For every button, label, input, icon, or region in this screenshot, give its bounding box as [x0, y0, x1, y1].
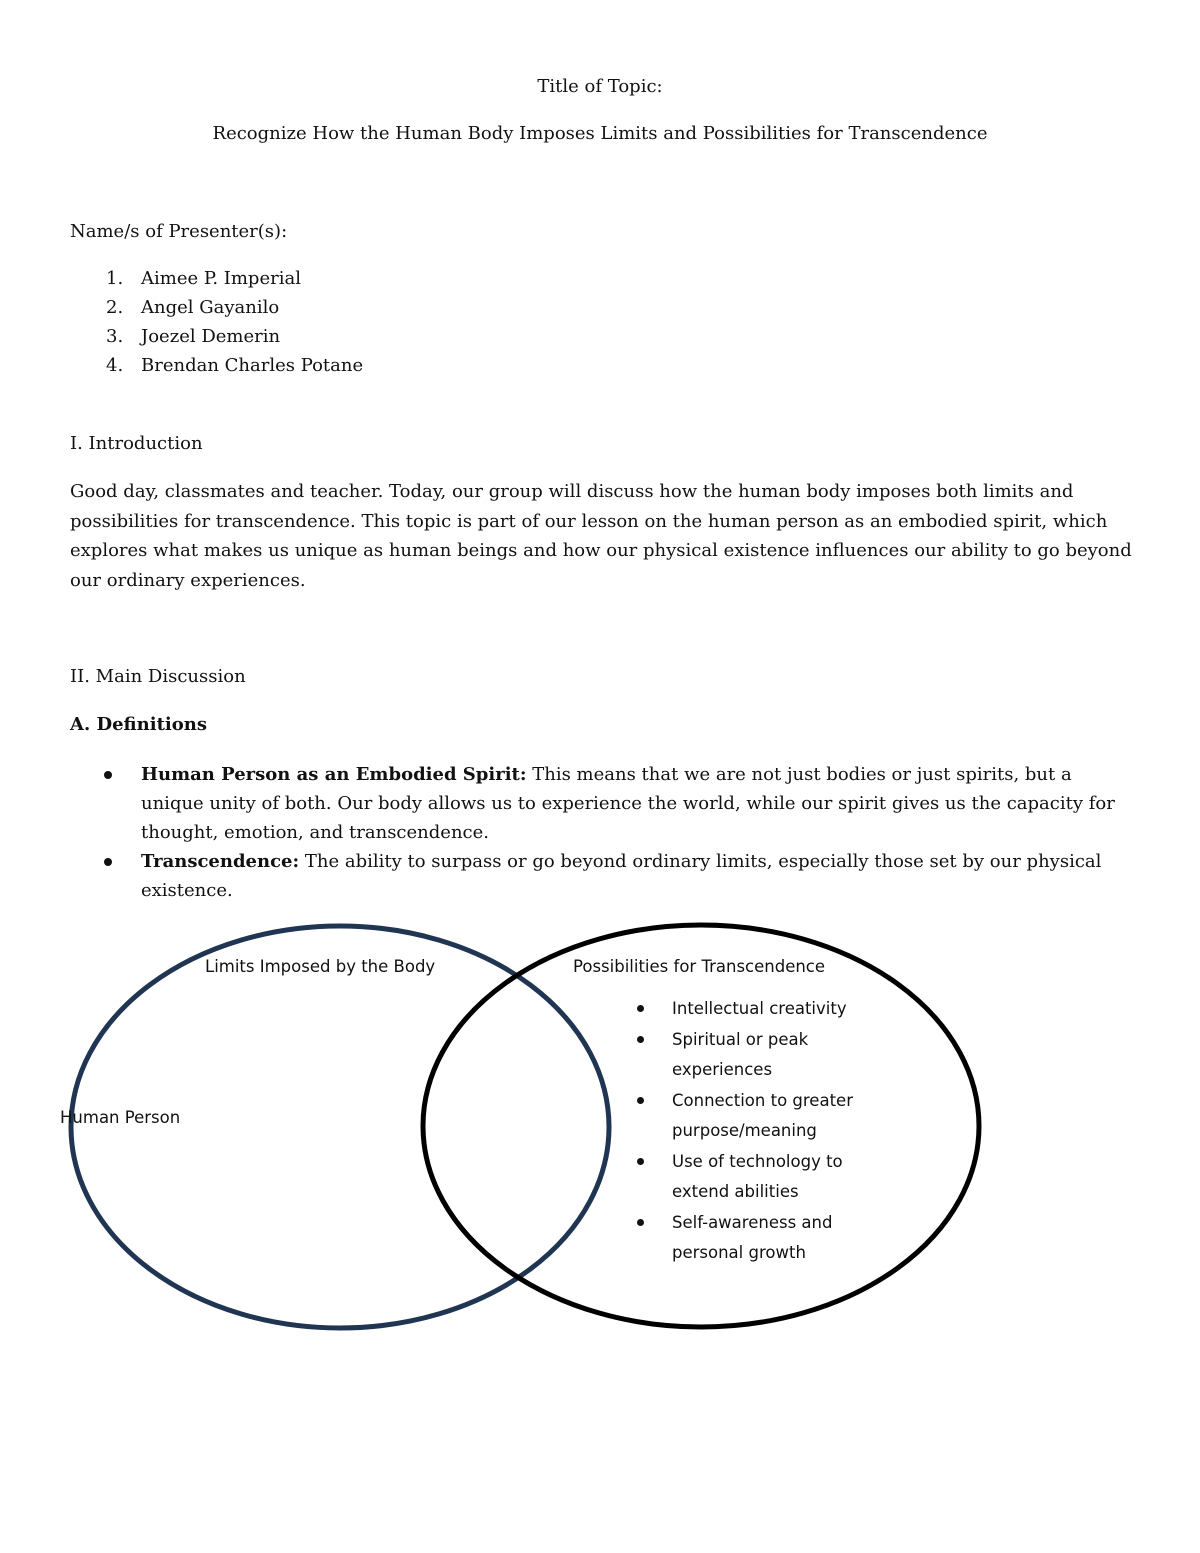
bullet-icon [637, 1005, 644, 1012]
possibilities-list [636, 994, 876, 1269]
title-label: Title of Topic: [537, 76, 663, 97]
possibility-text: Self-awareness and personal growth [672, 1212, 833, 1262]
bullet-icon [637, 1097, 644, 1104]
definition-item [70, 760, 1140, 847]
list-item [636, 994, 876, 1025]
list-item [636, 1208, 876, 1269]
list-number: 3. [106, 326, 124, 347]
list-item [636, 1086, 876, 1147]
definition-item [70, 847, 1140, 905]
venn-right-label: Possibilities for Transcendence [573, 957, 826, 976]
list-item [70, 351, 363, 380]
bullet-icon [637, 1219, 644, 1226]
possibility-text: Connection to greater purpose/meaning [672, 1090, 853, 1140]
presenter-name: Angel Gayanilo [141, 297, 280, 318]
definition-term: Transcendence: [141, 851, 300, 872]
bullet-icon [637, 1036, 644, 1043]
bullet-icon [104, 858, 112, 866]
introduction-heading: I. Introduction [70, 433, 203, 454]
possibility-text: Spiritual or peak experiences [672, 1029, 809, 1079]
venn-center-label: Human Person [60, 1108, 181, 1127]
list-number: 1. [106, 268, 124, 289]
definition-text: This means that we are not just bodies or just spirits, but a unique unity of both. Our body allows us to experience the world, while our spirit gives us the capacity for thought, emotion, and transcendence. [141, 764, 1115, 843]
presenters-list [70, 264, 363, 380]
bullet-icon [104, 771, 112, 779]
list-number: 4. [106, 355, 124, 376]
list-item [636, 1147, 876, 1208]
bullet-icon [637, 1158, 644, 1165]
main-discussion-heading: II. Main Discussion [70, 666, 246, 687]
possibility-text: Intellectual creativity [672, 999, 847, 1018]
list-item [70, 322, 363, 351]
definitions-heading: A. Definitions [70, 714, 207, 735]
presenter-name: Joezel Demerin [141, 326, 281, 347]
presenter-name: Brendan Charles Potane [141, 355, 364, 376]
list-number: 2. [106, 297, 124, 318]
list-item [636, 1025, 876, 1086]
definition-text: The ability to surpass or go beyond ordinary limits, especially those set by our physical existence. [141, 851, 1102, 901]
venn-left-label: Limits Imposed by the Body [205, 957, 436, 976]
definitions-list [70, 760, 1140, 905]
topic-title: Recognize How the Human Body Imposes Limits and Possibilities for Transcendence [212, 123, 988, 144]
definition-term: Human Person as an Embodied Spirit: [141, 764, 527, 785]
possibility-text: Use of technology to extend abilities [672, 1151, 843, 1201]
presenters-label: Name/s of Presenter(s): [70, 221, 288, 242]
introduction-paragraph: Good day, classmates and teacher. Today, our group will discuss how the human body imposes both limits and possibilities for transcendence. This topic is part of our lesson on the human person as an embodied spirit, which explores what makes us unique as human beings and how our physical existence influences our ability to go beyond our ordinary experiences. [70, 481, 1132, 591]
list-item [70, 293, 363, 322]
list-item [70, 264, 363, 293]
presenter-name: Aimee P. Imperial [141, 268, 301, 289]
